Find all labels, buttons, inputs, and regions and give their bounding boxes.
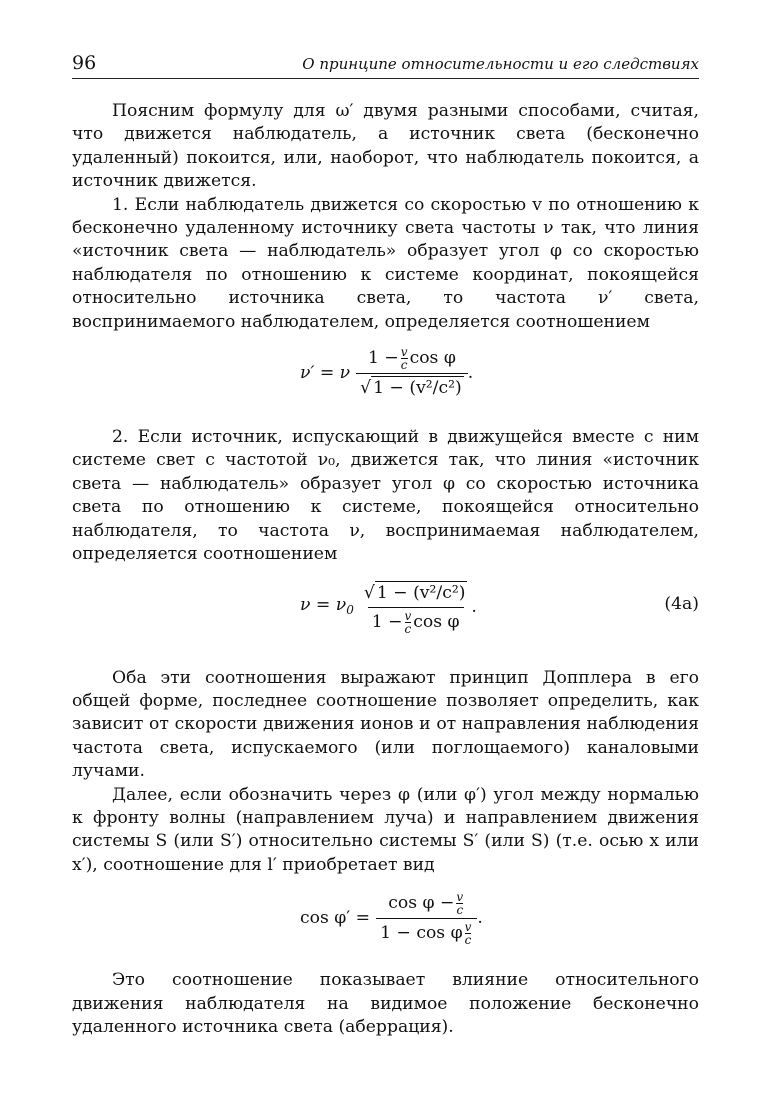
paragraph-4: Оба эти соотношения выражают принцип Допплера в его общей форме, последнее соотношение позволяет определить, как зависит от скорости движения ионов и от направления наблюдения частота света, испускаемого (или поглощаемого) каналовыми лучами.	[72, 667, 699, 782]
eq3-denominator	[376, 918, 477, 946]
eq1-numerator	[364, 346, 460, 373]
eq3-lhs: cos φ′ =	[300, 907, 371, 928]
equation-1	[72, 334, 699, 426]
eq2-denominator	[368, 607, 464, 635]
eq3-den-v: v	[464, 920, 472, 935]
eq1-lhs: ν′ = ν	[300, 362, 351, 383]
eq3-den-v-over-c	[465, 921, 472, 946]
page-body	[72, 100, 699, 1039]
eq2-fraction	[360, 581, 472, 635]
eq1-num-b: cos φ	[409, 347, 456, 368]
eq2-v-over-c	[405, 610, 412, 635]
eq2-v: v	[404, 608, 412, 623]
equation-number: (4a)	[664, 593, 699, 614]
page-number: 96	[72, 52, 97, 74]
paragraph-5: Далее, если обозначить через φ (или φ′) угол между нормалью к фронту волны (направлением луча) и направлением движения системы S (или S′) относительно системы S′ (или S) (т.е. осью x или x′), соотношение для l′ приобретает вид	[72, 784, 699, 875]
eq2-den-b: cos φ	[413, 611, 460, 632]
running-title: О принципе относительности и его следствиях	[302, 55, 699, 73]
eq3-num-a: cos φ −	[388, 892, 455, 913]
eq3-numerator	[384, 891, 469, 918]
eq1-denominator	[356, 373, 468, 400]
eq3-den-c: c	[464, 933, 472, 948]
eq2-lhs-sub: 0	[346, 602, 354, 617]
eq3-v: v	[456, 890, 464, 905]
eq2-den-a: 1 −	[371, 611, 403, 632]
eq3-c: c	[456, 903, 464, 918]
eq2-c: c	[404, 621, 412, 636]
eq3-v-over-c	[456, 891, 463, 916]
paragraph-1: Поясним формулу для ω′ двумя разными способами, считая, что движется наблюдатель, а источник света (бесконечно удаленный) покоится, или, наоборот, что наблюдатель покоится, а источник движется.	[72, 101, 699, 192]
sqrt-sign: √ 1 − (v²/c²)	[364, 581, 468, 605]
eq2-lhs-text: ν = ν	[300, 594, 347, 615]
eq2-lhs	[300, 594, 354, 622]
eq1-radicand: 1 − (v²/c²)	[371, 376, 464, 400]
paragraph-3: 2. Если источник, испускающий в движущейся вместе с ним системе свет с частотой ν₀, движется так, что линия «источник света — наблюдатель» образует угол φ со скоростью источника света по отношению к системе, покоящейся относительно наблюдателя, то частота ν, воспринимаемая наблюдателем, определяется соотношением	[72, 427, 699, 565]
eq2-radicand: 1 − (v²/c²)	[375, 581, 468, 605]
running-header	[72, 52, 699, 79]
eq1-v: v	[400, 345, 408, 360]
eq1-period: .	[467, 362, 474, 383]
eq1-fraction	[356, 346, 468, 400]
equation-4a	[72, 567, 699, 667]
equation-3	[72, 877, 699, 969]
eq1-c: c	[400, 358, 408, 373]
eq3-fraction	[376, 891, 477, 946]
paragraph-2: 1. Если наблюдатель движется со скоростью v по отношению к бесконечно удаленному источнику света частоты ν так, что линия «источник света — наблюдатель» образует угол φ со скоростью наблюдателя по отношению к системе координат, покоящейся относительно источника света, то частота ν′ света, воспринимаемого наблюдателем, определяется соотношением	[72, 194, 699, 332]
eq2-period: .	[471, 597, 477, 617]
eq1-v-over-c	[401, 346, 408, 371]
eq3-den-a: 1 − cos φ	[380, 922, 463, 943]
eq2-numerator	[360, 581, 472, 607]
eq3-period: .	[477, 907, 483, 928]
paragraph-6: Это соотношение показывает влияние относительного движения наблюдателя на видимое положение бесконечно удаленного источника света (аберрация).	[72, 970, 699, 1037]
eq1-num-a: 1 −	[367, 347, 399, 368]
sqrt-sign: √ 1 − (v²/c²)	[360, 376, 464, 400]
